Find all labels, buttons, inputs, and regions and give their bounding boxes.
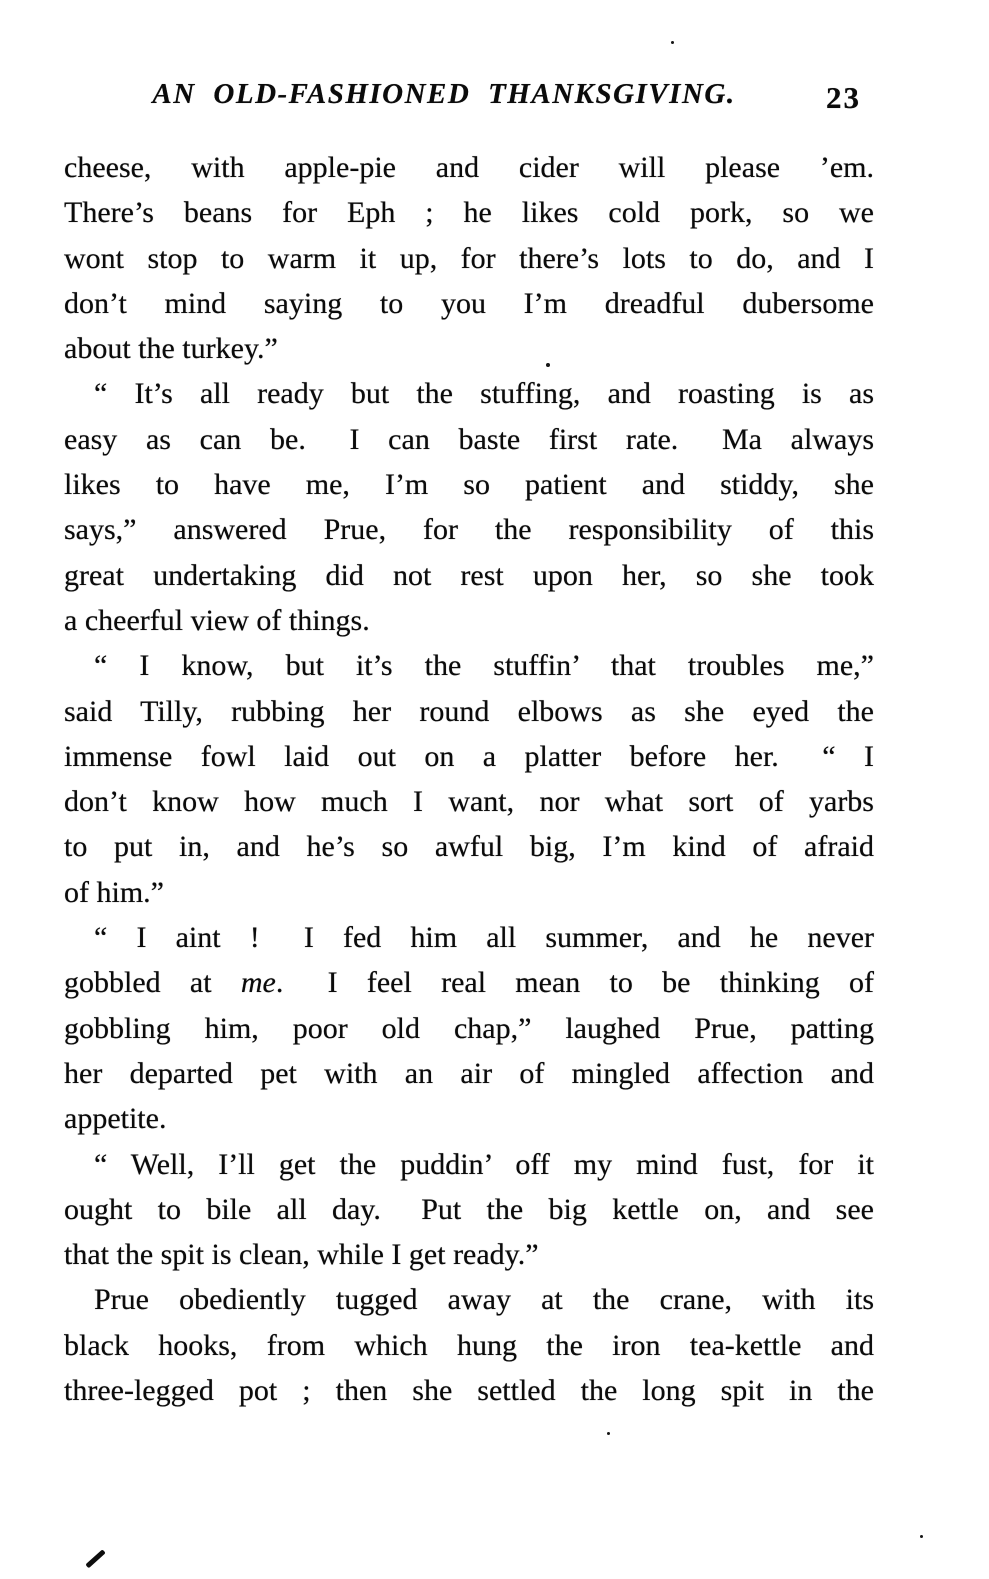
paragraph: [64, 915, 874, 1141]
text-line: to put in, and he’s so awful big, I’m kind of afraid: [64, 830, 874, 864]
paragraph: [64, 643, 874, 915]
pen-mark: [85, 1549, 105, 1568]
ink-speck: [920, 1535, 923, 1538]
text-line: about the turkey.”: [64, 332, 278, 366]
text-line: likes to have me, I’m so patient and stiddy, she: [64, 468, 874, 502]
text-line: three-legged pot ; then she settled the long spit in the: [64, 1374, 874, 1408]
paragraph: [64, 145, 874, 371]
text-line: gobbling him, poor old chap,” laughed Prue, patting: [64, 1011, 874, 1045]
text-line: Prue obediently tugged away at the crane, with its: [94, 1283, 874, 1317]
text-line: “ It’s all ready but the stuffing, and roasting is as: [94, 377, 874, 411]
text-line: a cheerful view of things.: [64, 603, 370, 637]
text-line: that the spit is clean, while I get ready.”: [64, 1238, 539, 1272]
text-line: “ I know, but it’s the stuffin’ that troubles me,”: [94, 649, 874, 683]
text-line: “ I aint ! I fed him all summer, and he never: [94, 921, 874, 955]
ink-speck: [671, 41, 674, 44]
ink-speck: [607, 1432, 610, 1435]
page-header: [64, 78, 824, 111]
page-number: 23: [826, 80, 861, 115]
text-line: easy as can be. I can baste first rate. Ma always: [64, 422, 874, 456]
text-line: said Tilly, rubbing her round elbows as she eyed the: [64, 694, 874, 728]
text-line: wont stop to warm it up, for there’s lots to do, and I: [64, 241, 874, 275]
paragraph: [64, 1277, 874, 1413]
text-line: says,” answered Prue, for the responsibility of this: [64, 513, 874, 547]
text-line: gobbled at me. I feel real mean to be thinking of: [64, 966, 874, 1000]
text-line: great undertaking did not rest upon her, so she took: [64, 558, 874, 592]
text-line: appetite.: [64, 1102, 167, 1136]
ink-speck: [546, 363, 550, 367]
text-line: immense fowl laid out on a platter before her. “ I: [64, 739, 874, 773]
paragraph: [64, 371, 874, 643]
text-line: don’t mind saying to you I’m dreadful dubersome: [64, 286, 874, 320]
text-line: There’s beans for Eph ; he likes cold pork, so we: [64, 196, 874, 230]
text-line: cheese, with apple-pie and cider will please ’em.: [64, 151, 874, 184]
text-line: don’t know how much I want, nor what sort of yarbs: [64, 785, 874, 819]
text-line: of him.”: [64, 875, 164, 909]
page-body: [64, 145, 874, 1413]
paragraph: [64, 1142, 874, 1278]
running-title: AN OLD-FASHIONED THANKSGIVING.: [152, 78, 736, 110]
text-line: ought to bile all day. Put the big kettle on, and see: [64, 1192, 874, 1226]
text-line: black hooks, from which hung the iron tea-kettle and: [64, 1328, 874, 1362]
text-line: “ Well, I’ll get the puddin’ off my mind fust, for it: [94, 1147, 874, 1181]
text-line: her departed pet with an air of mingled affection and: [64, 1056, 874, 1090]
